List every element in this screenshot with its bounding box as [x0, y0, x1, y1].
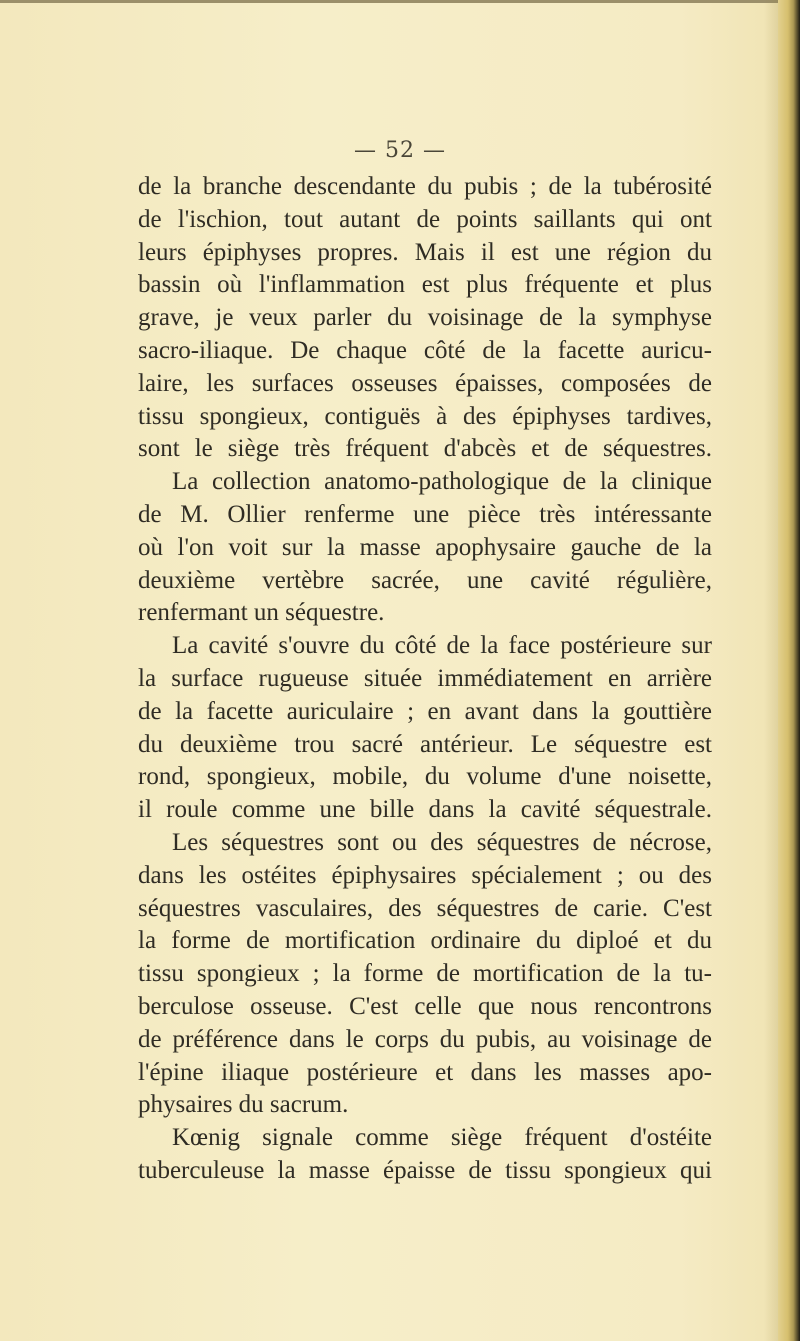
- page-gutter-shadow: [764, 0, 778, 1341]
- text-line: laire, les surfaces osseuses épaisses, composées de: [138, 369, 712, 397]
- text-line: deuxième vertèbre sacrée, une cavité régulière,: [138, 566, 712, 594]
- text-line: La cavité s'ouvre du côté de la face postérieure sur: [172, 632, 712, 660]
- text-line: l'épine iliaque postérieure et dans les masses apo-: [138, 1058, 712, 1086]
- text-line: séquestres vasculaires, des séquestres de carie. C'est: [138, 894, 712, 922]
- text-line: Kœnig signale comme siège fréquent d'ostéite: [172, 1124, 712, 1152]
- text-line: la forme de mortification ordinaire du diploé et du: [138, 927, 712, 955]
- body-text: [138, 171, 712, 1188]
- text-line: tuberculeuse la masse épaisse de tissu spongieux qui: [138, 1156, 712, 1184]
- text-line: grave, je veux parler du voisinage de la symphyse: [138, 304, 712, 332]
- text-line: La collection anatomo-pathologique de la clinique: [172, 468, 712, 496]
- text-line: tissu spongieux ; la forme de mortification de la tu-: [138, 960, 712, 988]
- text-line: du deuxième trou sacré antérieur. Le séquestre est: [138, 730, 712, 758]
- text-line: bassin où l'inflammation est plus fréquente et plus: [138, 271, 712, 299]
- text-line: tissu spongieux, contiguës à des épiphyses tardives,: [138, 402, 712, 430]
- text-line: sacro-iliaque. De chaque côté de la facette auricu-: [138, 336, 712, 364]
- text-line: dans les ostéites épiphysaires spécialement ; ou des: [138, 861, 712, 889]
- text-line: physaires du sacrum.: [138, 1091, 349, 1119]
- text-line: il roule comme une bille dans la cavité séquestrale.: [138, 796, 712, 824]
- top-page-edge: [0, 0, 800, 3]
- text-line: de la branche descendante du pubis ; de la tubérosité: [138, 173, 712, 200]
- text-line: berculose osseuse. C'est celle que nous rencontrons: [138, 992, 712, 1020]
- text-line: où l'on voit sur la masse apophysaire gauche de la: [138, 533, 712, 561]
- text-line: leurs épiphyses propres. Mais il est une région du: [138, 238, 712, 266]
- text-line: de l'ischion, tout autant de points saillants qui ont: [138, 205, 712, 233]
- text-line: Les séquestres sont ou des séquestres de nécrose,: [172, 828, 712, 856]
- page-number: — 52 —: [354, 138, 446, 163]
- right-page-edge: [778, 0, 800, 1341]
- text-line: la surface rugueuse située immédiatement en arrière: [138, 664, 712, 692]
- text-line: de M. Ollier renferme une pièce très intéressante: [138, 500, 712, 528]
- text-line: rond, spongieux, mobile, du volume d'une noisette,: [138, 763, 712, 791]
- text-line: de préférence dans le corps du pubis, au voisinage de: [138, 1025, 712, 1053]
- text-line: de la facette auriculaire ; en avant dans la gouttière: [138, 697, 712, 725]
- text-line: renfermant un séquestre.: [138, 599, 385, 627]
- text-line: sont le siège très fréquent d'abcès et de séquestres.: [138, 435, 712, 463]
